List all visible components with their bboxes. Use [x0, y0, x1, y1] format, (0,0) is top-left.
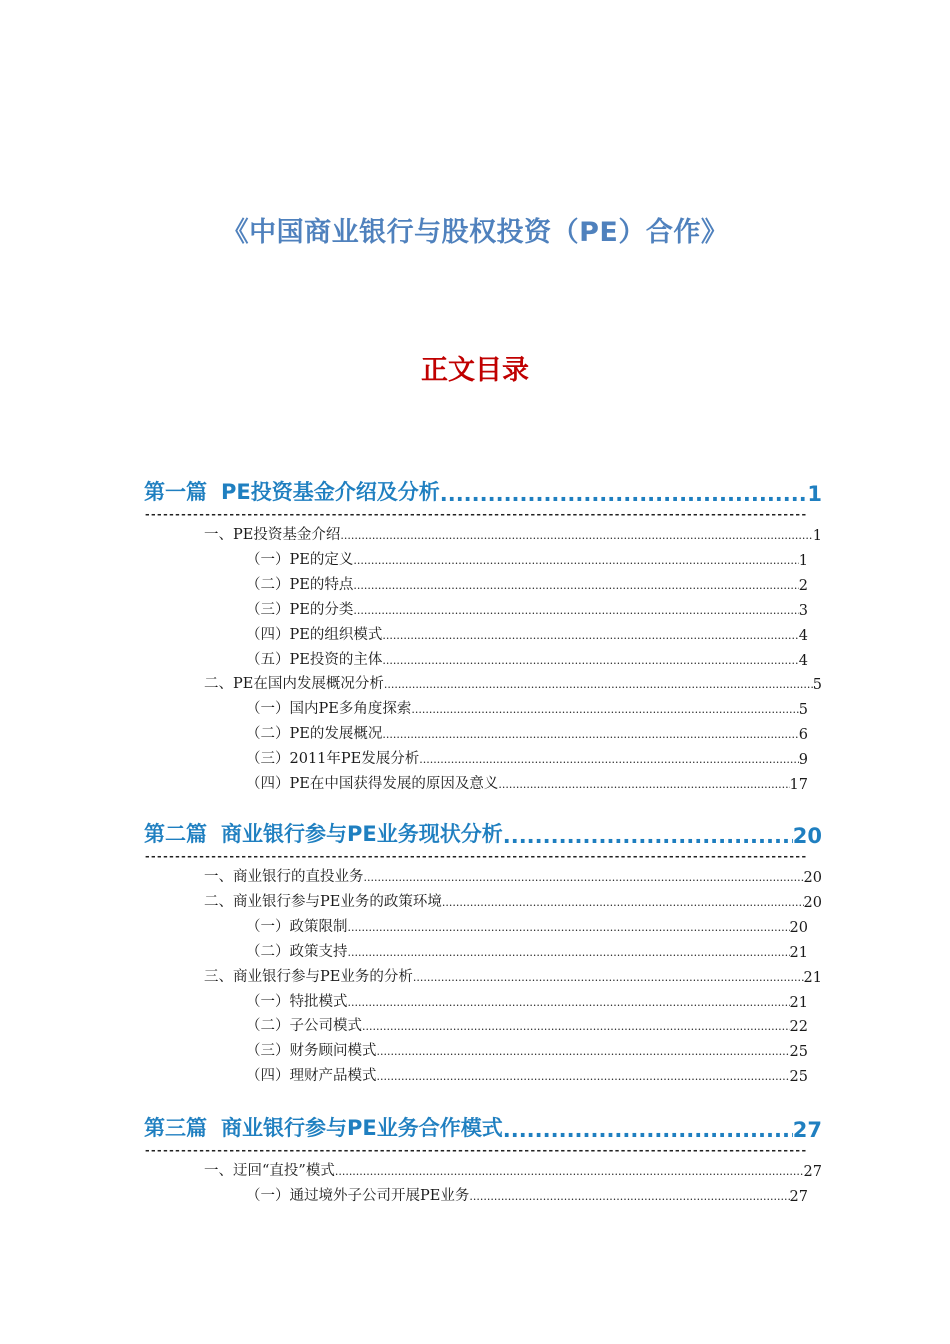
toc-part-label: 第二篇 [144, 822, 207, 846]
toc-leader-dots [353, 579, 798, 594]
toc-entry-page-number: 17 [789, 777, 808, 793]
toc-leader-dots [335, 1165, 804, 1180]
toc-entry-text: 一、PE投资基金介绍 [204, 527, 341, 543]
toc-entry-page-number: 5 [798, 702, 808, 718]
toc-subsection-entry[interactable] [246, 721, 808, 743]
toc-entry-text: （一）通过境外子公司开展PE业务 [246, 1188, 470, 1204]
toc-leader-dots [382, 728, 798, 743]
toc-entry-page-number: 27 [789, 1189, 808, 1205]
toc-part-title: PE投资基金介绍及分析 [221, 480, 440, 504]
toc-leader-dots [353, 604, 798, 619]
toc-section-entry[interactable] [204, 964, 822, 986]
toc-entry-text: （五）PE投资的主体 [246, 652, 383, 668]
toc-leader-dots [382, 654, 798, 669]
toc-leader-dots [364, 871, 804, 886]
toc-entry-text: （四）PE的组织模式 [246, 627, 383, 643]
toc-entry-text: 一、商业银行的直投业务 [204, 869, 364, 885]
toc-entry-text: 三、商业银行参与PE业务的分析 [204, 969, 413, 985]
toc-entry-text: （二）PE的特点 [246, 577, 354, 593]
toc-subsection-entry[interactable] [246, 771, 808, 793]
toc-dashed-separator [144, 850, 808, 864]
toc-entry-page-number: 25 [789, 1069, 808, 1085]
toc-leader-dots [411, 703, 798, 718]
toc-leader-dots [469, 1190, 789, 1205]
toc-subsection-entry[interactable] [246, 746, 808, 768]
toc-entry-text: （二）子公司模式 [246, 1018, 362, 1034]
toc-part-page-number: 1 [807, 482, 822, 506]
toc-entry-page-number: 9 [798, 752, 808, 768]
toc-subsection-entry[interactable] [246, 572, 808, 594]
toc-entry-page-number: 22 [789, 1019, 808, 1035]
toc-entry-page-number: 27 [803, 1164, 822, 1180]
toc-entry-page-number: 20 [789, 920, 808, 936]
toc-leader-dots [413, 971, 804, 986]
toc-leader-dots [442, 896, 804, 911]
toc-entry-text: （二）PE的发展概况 [246, 726, 383, 742]
toc-subsection-entry[interactable] [246, 622, 808, 644]
toc-subsection-entry[interactable] [246, 1013, 808, 1035]
toc-subsection-entry[interactable] [246, 647, 808, 669]
toc-section-entry[interactable] [204, 522, 822, 544]
toc-heading: 正文目录 [421, 355, 529, 386]
toc-subsection-entry[interactable] [246, 547, 808, 569]
toc-entry-text: （四）理财产品模式 [246, 1068, 377, 1084]
toc-leader-dots [440, 482, 808, 506]
toc-subsection-entry[interactable] [246, 1038, 808, 1060]
toc-entry-page-number: 20 [803, 870, 822, 886]
toc-part-label: 第一篇 [144, 480, 207, 504]
toc-entry-text: 二、商业银行参与PE业务的政策环境 [204, 894, 442, 910]
toc-dashed-separator [144, 508, 808, 522]
toc-entry-page-number: 5 [812, 677, 822, 693]
toc-section-entry[interactable] [204, 864, 822, 886]
toc-entry-page-number: 6 [798, 727, 808, 743]
toc-entry-text: （一）政策限制 [246, 919, 348, 935]
toc-entry-text: （四）PE在中国获得发展的原因及意义 [246, 776, 499, 792]
toc-leader-dots [498, 778, 789, 793]
toc-part-label: 第三篇 [144, 1116, 207, 1140]
toc-entry-page-number: 3 [798, 603, 808, 619]
toc-leader-dots [377, 1045, 790, 1060]
toc-leader-dots [353, 554, 798, 569]
toc-leader-dots [348, 946, 790, 961]
toc-leader-dots [362, 1020, 790, 1035]
toc-part-title: 商业银行参与PE业务合作模式 [221, 1116, 503, 1140]
toc-entry-page-number: 25 [789, 1044, 808, 1060]
toc-leader-dots [340, 529, 812, 544]
toc-entry-page-number: 20 [803, 895, 822, 911]
toc-part-heading[interactable] [144, 814, 822, 848]
toc-entry-page-number: 2 [798, 578, 808, 594]
toc-leader-dots [348, 996, 790, 1011]
toc-section-entry[interactable] [204, 889, 822, 911]
toc-leader-dots [503, 1118, 793, 1142]
toc-part-page-number: 20 [792, 824, 822, 848]
toc-entry-text: （三）财务顾问模式 [246, 1043, 377, 1059]
toc-entry-text: （一）PE的定义 [246, 552, 354, 568]
toc-section-entry[interactable] [204, 1158, 822, 1180]
toc-section-entry[interactable] [204, 671, 822, 693]
toc-part-heading[interactable] [144, 1108, 822, 1142]
toc-leader-dots [382, 629, 798, 644]
toc-subsection-entry[interactable] [246, 696, 808, 718]
toc-entry-text: （一）特批模式 [246, 994, 348, 1010]
toc-entry-page-number: 4 [798, 653, 808, 669]
toc-entry-page-number: 1 [812, 528, 822, 544]
toc-leader-dots [503, 824, 793, 848]
toc-entry-text: 二、PE在国内发展概况分析 [204, 676, 384, 692]
toc-part-title: 商业银行参与PE业务现状分析 [221, 822, 503, 846]
toc-subsection-entry[interactable] [246, 914, 808, 936]
toc-entry-text: （三）PE的分类 [246, 602, 354, 618]
toc-entry-page-number: 21 [789, 995, 808, 1011]
document-title: 《中国商业银行与股权投资（PE）合作》 [221, 217, 729, 248]
toc-entry-text: （二）政策支持 [246, 944, 348, 960]
toc-subsection-entry[interactable] [246, 989, 808, 1011]
toc-entry-text: 一、迂回“直投”模式 [204, 1163, 335, 1179]
toc-entry-page-number: 21 [789, 945, 808, 961]
toc-entry-page-number: 1 [798, 553, 808, 569]
toc-leader-dots [377, 1070, 790, 1085]
toc-leader-dots [384, 678, 813, 693]
toc-subsection-entry[interactable] [246, 1183, 808, 1205]
toc-dashed-separator [144, 1144, 808, 1158]
toc-entry-text: （一）国内PE多角度探索 [246, 701, 412, 717]
toc-entry-page-number: 21 [803, 970, 822, 986]
toc-part-heading[interactable] [144, 472, 822, 506]
toc-part-page-number: 27 [792, 1118, 822, 1142]
toc-subsection-entry[interactable] [246, 939, 808, 961]
toc-entry-page-number: 4 [798, 628, 808, 644]
toc-leader-dots [419, 753, 799, 768]
toc-subsection-entry[interactable] [246, 1063, 808, 1085]
toc-subsection-entry[interactable] [246, 597, 808, 619]
toc-entry-text: （三）2011年PE发展分析 [246, 751, 420, 767]
toc-leader-dots [348, 921, 790, 936]
